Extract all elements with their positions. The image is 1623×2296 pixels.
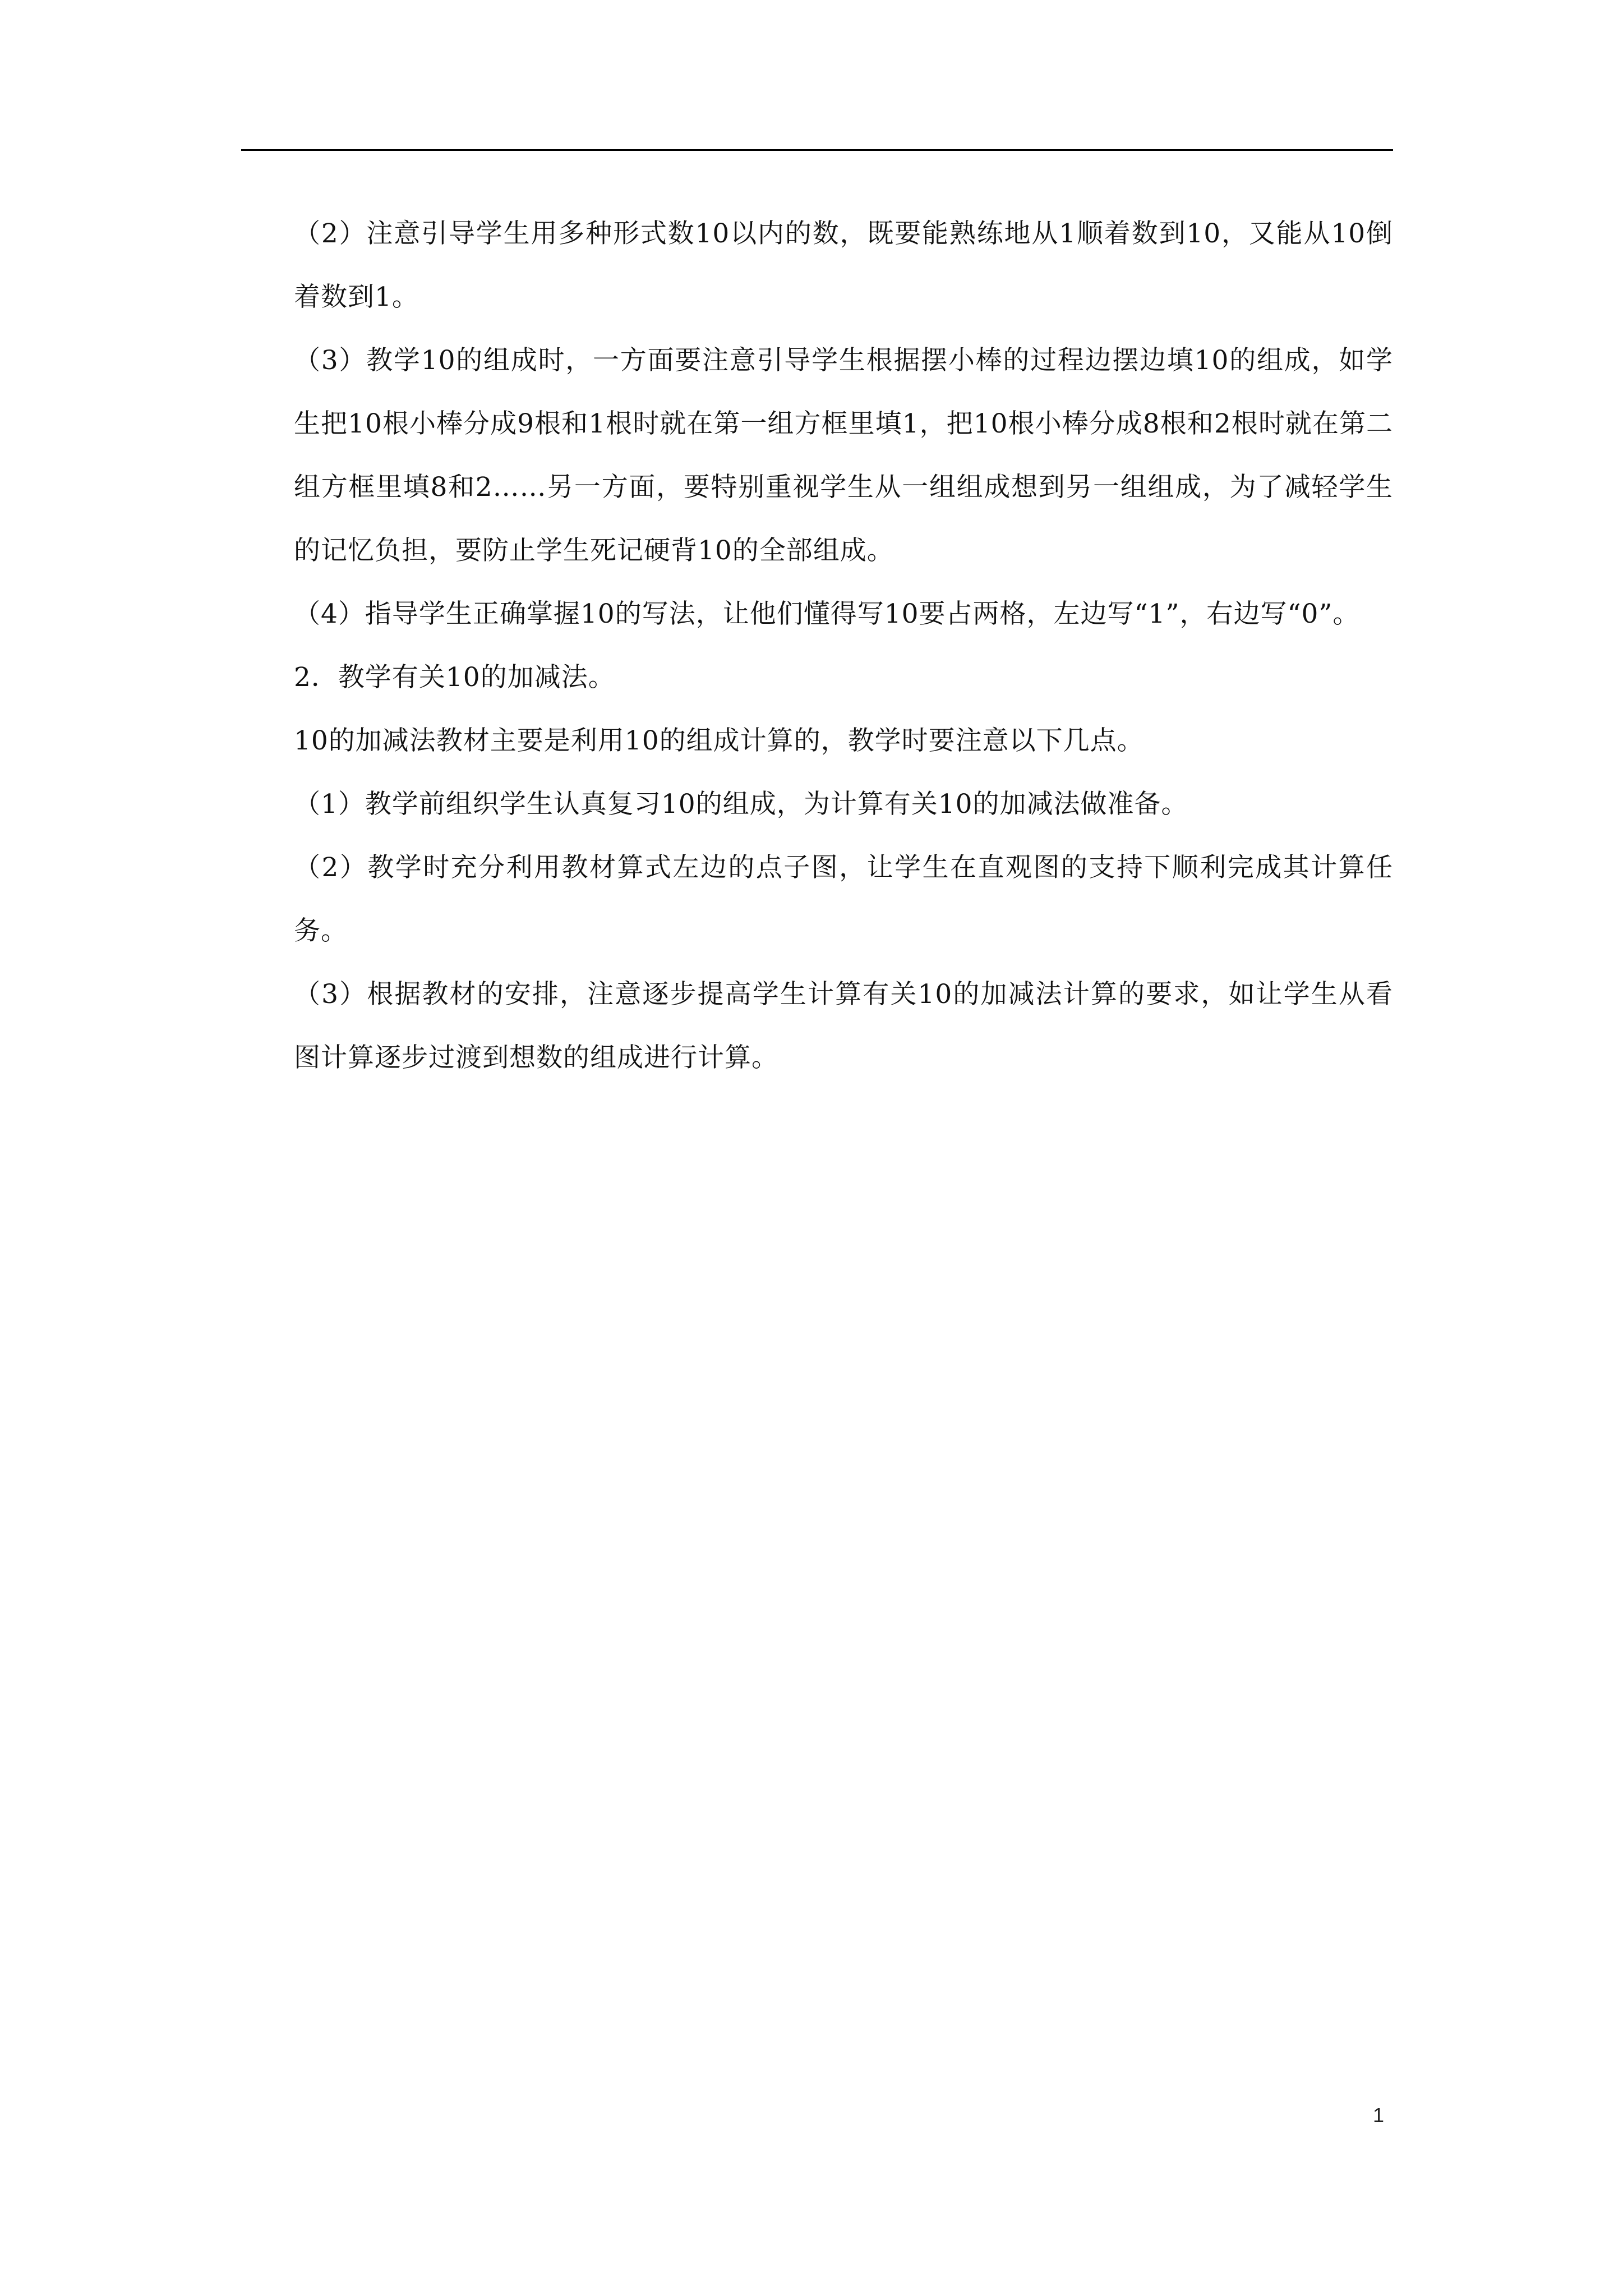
paragraph-writing: （4）指导学生正确掌握10的写法，让他们懂得写10要占两格，左边写“1”，右边写“0”。 bbox=[294, 599, 1360, 629]
paragraph-intro: 10的加减法教材主要是利用10的组成计算的，教学时要注意以下几点。 bbox=[294, 725, 1144, 756]
document-body bbox=[294, 202, 1393, 1089]
paragraph-review: （1）教学前组织学生认真复习10的组成，为计算有关10的加减法做准备。 bbox=[294, 789, 1188, 820]
paragraph-dot-diagram: （2）教学时充分利用教材算式左边的点子图，让学生在直观图的支持下顺利完成其计算任务。 bbox=[294, 852, 1393, 946]
paragraph-progression: （3）根据教材的安排，注意逐步提高学生计算有关10的加减法计算的要求，如让学生从看图计算逐步过渡到想数的组成进行计算。 bbox=[294, 979, 1393, 1073]
header-rule bbox=[241, 149, 1393, 151]
section-heading-addition-subtraction: 2．教学有关10的加减法。 bbox=[294, 662, 615, 693]
paragraph-composition: （3）教学10的组成时，一方面要注意引导学生根据摆小棒的过程边摆边填10的组成，如学生把10根小棒分成9根和1根时就在第一组方框里填1，把10根小棒分成8根和2根时就在第二组方框里填8和2……另一方面，要特别重视学生从一组组成想到另一组组成，为了减轻学生的记忆负担，要防止学生死记硬背10的全部组成。 bbox=[294, 345, 1393, 566]
paragraph-counting: （2）注意引导学生用多种形式数10以内的数，既要能熟练地从1顺着数到10，又能从10倒着数到1。 bbox=[294, 218, 1393, 312]
page-number: 1 bbox=[1373, 2104, 1385, 2127]
